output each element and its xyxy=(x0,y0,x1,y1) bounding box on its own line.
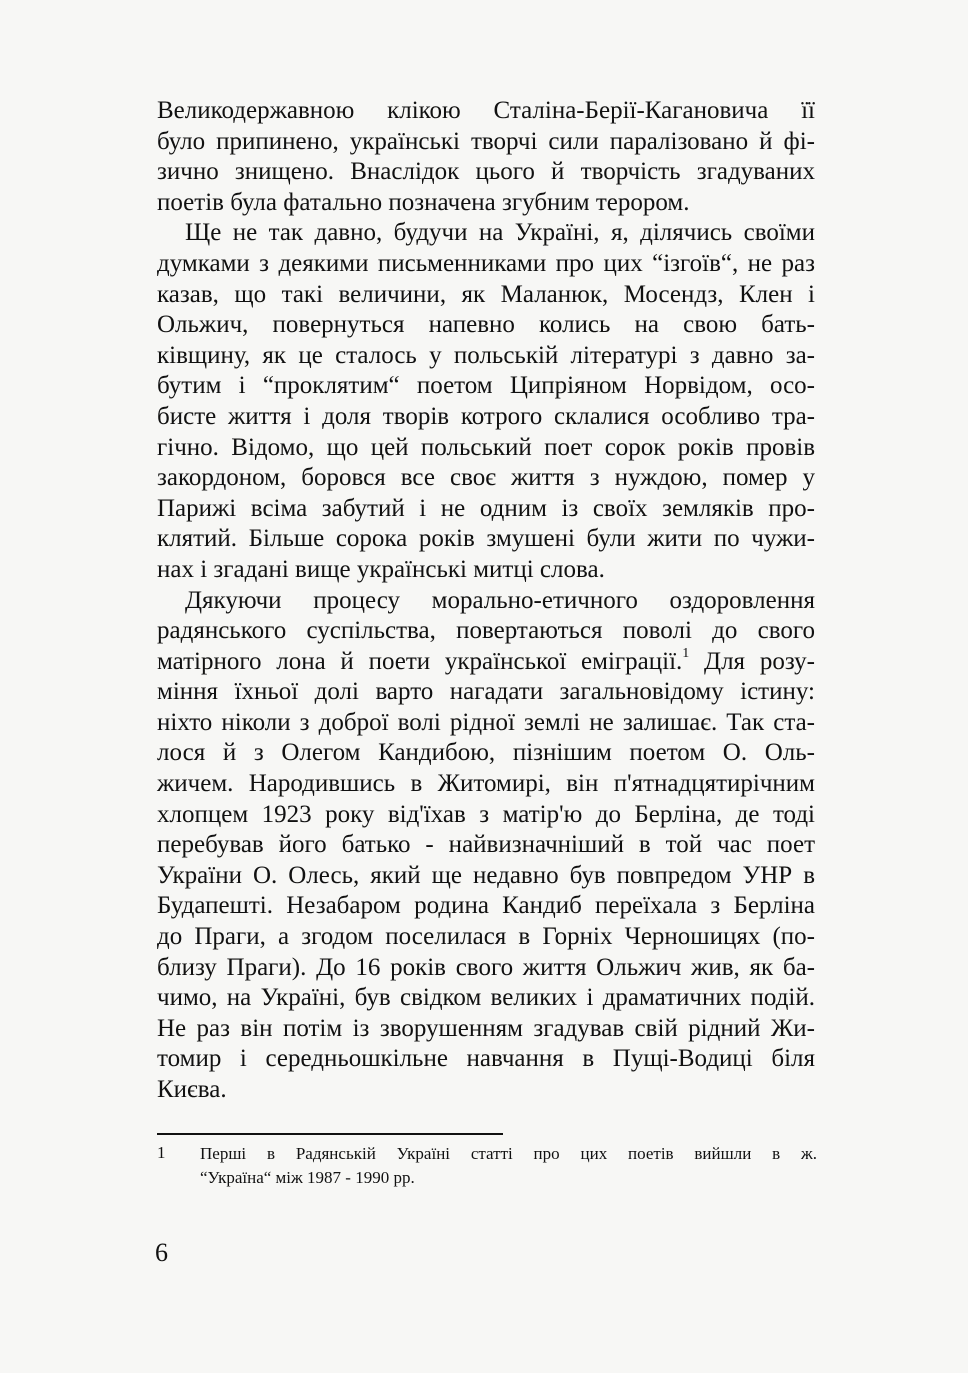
text-line: ківщину, як це сталось у польській літературі з давно за- xyxy=(157,341,815,369)
text-line: міння їхньої долі варто нагадати загальновідому істину: xyxy=(157,678,815,706)
page-number: 6 xyxy=(155,1238,168,1267)
text-segment: матірного лона й поети української еміграції. xyxy=(157,647,683,675)
text-line: Києва. xyxy=(157,1076,227,1103)
footnote-line: “Україна“ між 1987 - 1990 рр. xyxy=(200,1168,415,1187)
text-line: закордоном, боровся все своє життя з нуждою, помер у xyxy=(157,464,815,492)
text-line: України О. Олесь, який ще недавно був повпредом УНР в xyxy=(157,861,815,889)
text-line: було припинено, українські творчі сили паралізовано й фі- xyxy=(157,127,815,155)
text-line: нах і згадані вище українські митці слова. xyxy=(157,555,605,583)
text-line: Ольжич, повернуться напевно колись на свою бать- xyxy=(157,311,815,339)
text-line: ніхто ніколи з доброї волі рідної землі не залишає. Так ста- xyxy=(157,708,815,736)
footnote-reference[interactable]: 1 xyxy=(682,645,690,661)
text-line: зично знищено. Внаслідок цього й творчість згадуваних xyxy=(157,158,815,186)
text-line: томир і середньошкільне навчання в Пущі-Водиці біля xyxy=(157,1045,815,1073)
footnote-number: 1 xyxy=(157,1143,166,1162)
text-segment: Для розу- xyxy=(689,647,815,675)
text-line: Парижі всіма забутий і не одним із своїх земляків про- xyxy=(157,494,815,522)
footnote-divider xyxy=(157,1133,503,1135)
text-line: Не раз він потім із зворушенням згадував свій рідний Жи- xyxy=(157,1014,815,1042)
text-line: Дякуючи процесу морально-етичного оздоровлення xyxy=(185,586,815,614)
text-line: Будапешті. Незабаром родина Кандиб переїхала з Берліна xyxy=(157,892,815,920)
text-line: гічно. Відомо, що цей польський поет сорок років провів xyxy=(157,433,815,461)
text-line: близу Праги). До 16 років свого життя Ольжич жив, як ба- xyxy=(157,953,815,981)
text-line: до Праги, а згодом поселилася в Горніх Черношицях (по- xyxy=(157,923,815,951)
text-line: поетів була фатально позначена згубним терором. xyxy=(157,188,690,216)
text-line: Великодержавною клікою Сталіна-Берії-Кагановича її xyxy=(157,97,815,124)
footnote-line: Перші в Радянській Україні статті про цих поетів вийшли в ж. xyxy=(200,1144,817,1163)
text-line: клятий. Більше сорока років змушені були жити по чужи- xyxy=(157,525,815,553)
text-line: перебував його батько - найвизначніший в той час поет xyxy=(157,831,815,859)
text-line: думками з деякими письменниками про цих “ізгоїв“, не раз xyxy=(157,249,815,277)
text-line: хлопцем 1923 року від'їхав з матір'ю до Берліна, де тоді xyxy=(157,800,815,828)
text-line: чимо, на Україні, був свідком великих і драматичних подій. xyxy=(157,984,815,1012)
text-line: лося й з Олегом Кандибою, пізнішим поетом О. Оль- xyxy=(157,739,815,767)
text-line: радянського суспільства, повертаються поволі до свого xyxy=(157,617,815,645)
footnote-text xyxy=(200,1142,817,1190)
text-line: бутим і “проклятим“ поетом Ципріяном Норвідом, осо- xyxy=(157,372,815,400)
text-line-with-footnote-ref xyxy=(157,647,815,678)
text-line: казав, що такі величини, як Маланюк, Мосендз, Клен і xyxy=(157,280,815,308)
text-line: бисте життя і доля творів котрого склалися особливо тра- xyxy=(157,402,815,430)
main-text xyxy=(157,96,815,1106)
text-line: Ще не так давно, будучи на Україні, я, ділячись своїми xyxy=(185,219,815,247)
text-line: жичем. Народившись в Житомирі, він п'ятнадцятирічним xyxy=(157,770,815,798)
